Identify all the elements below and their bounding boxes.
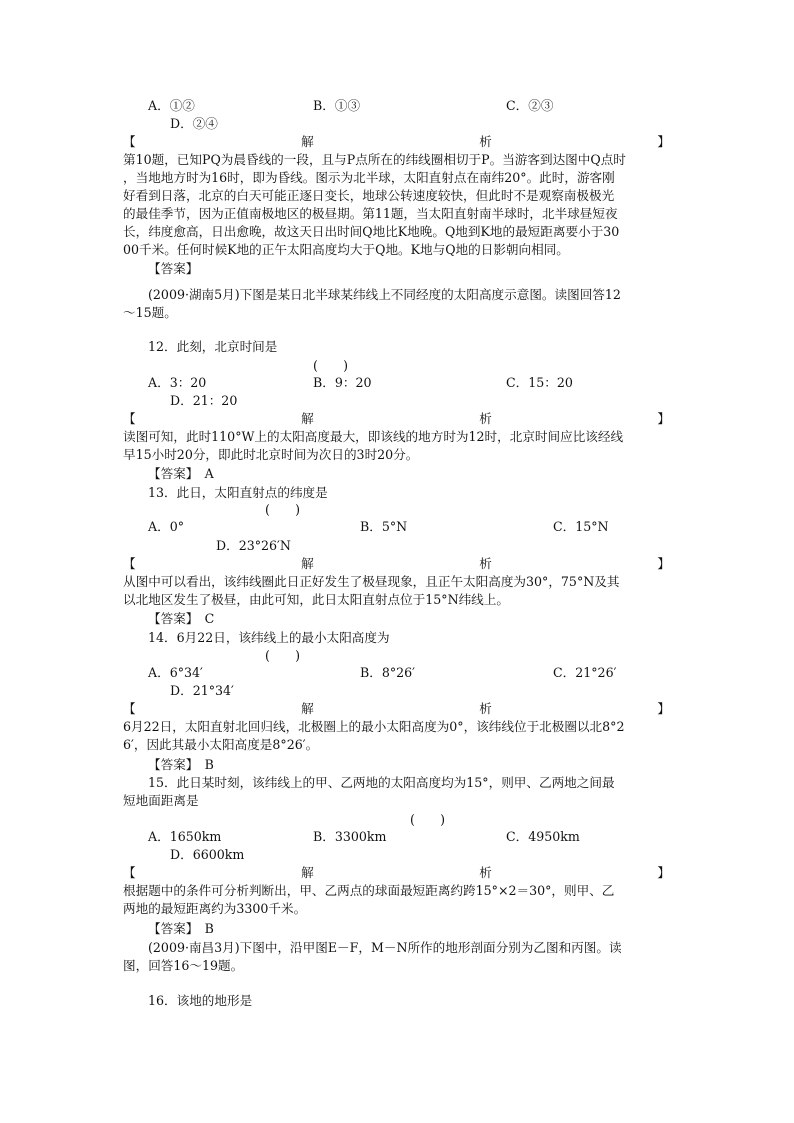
- analysis-line: 6月22日，太阳直射北回归线，北极圈上的最小太阳高度为0°，该纬线位于北极圈以北8°2: [123, 719, 625, 734]
- analysis-header: 【 解 析 】: [123, 556, 670, 571]
- section-intro: 图，回答16～19题。: [123, 958, 244, 973]
- analysis-line: 6′，因此其最小太阳高度是8°26′。: [123, 737, 319, 752]
- answer-label: 【答案】 A: [148, 466, 214, 481]
- analysis-line: 的最佳季节，因为正值南极地区的极昼期。第11题，当太阳直射南半球时，北半球昼短夜: [123, 206, 618, 221]
- analysis-header: 【 解 析 】: [123, 865, 670, 880]
- answer-paren: ( ): [313, 358, 349, 373]
- option-d: D．21：20: [170, 393, 238, 408]
- question-stem: 15．此日某时刻，该纬线上的甲、乙两地的太阳高度均为15°，则甲、乙两地之间最: [148, 775, 615, 790]
- option-b: B．9：20: [313, 375, 372, 390]
- question-stem: 12．此刻，北京时间是: [148, 339, 278, 354]
- answer-paren: ( ): [265, 502, 301, 517]
- option-a: A．①②: [148, 98, 195, 113]
- analysis-line: 早15小时20分，即此时北京时间为次日的3时20分。: [123, 447, 419, 462]
- analysis-line: 根据题中的条件可分析判断出，甲、乙两点的球面最短距离约跨15°×2＝30°，则甲、乙: [123, 883, 615, 898]
- answer-paren: ( ): [265, 648, 301, 663]
- section-intro: (2009·南昌3月)下图中，沿甲图E－F，M－N所作的地形剖面分别为乙图和丙图。读: [148, 940, 622, 955]
- analysis-line: 00千米。任何时候K地的正午太阳高度均大于Q地。K地与Q地的日影朝向相同。: [123, 242, 569, 257]
- option-d: D．21°34′: [170, 683, 234, 698]
- analysis-line: 读图可知，此时110°W上的太阳高度最大，即该线的地方时为12时，北京时间应比该经线: [123, 429, 624, 444]
- option-b: B．5°N: [360, 519, 408, 534]
- option-a: A．6°34′: [148, 665, 203, 680]
- option-b: B．3300km: [313, 829, 387, 844]
- question-stem: 16．该地的地形是: [148, 993, 253, 1008]
- analysis-line: ，当地地方时为16时，即为昏线。图示为北半球，太阳直射点在南纬20°。此时，游客刚: [123, 170, 615, 185]
- section-intro: ～15题。: [123, 305, 177, 320]
- analysis-header: 【 解 析 】: [123, 411, 670, 426]
- analysis-line: 好看到日落，北京的白天可能正逐日变长，地球公转速度较快，但此时不是观察南极极光: [123, 188, 615, 203]
- answer-label: 【答案】: [148, 261, 199, 276]
- analysis-line: 两地的最短距离约为3300千米。: [123, 901, 307, 916]
- analysis-line: 从图中可以看出，该纬线圈此日正好发生了极昼现象，且正午太阳高度为30°，75°N及其: [123, 574, 620, 589]
- question-stem: 13．此日，太阳直射点的纬度是: [148, 485, 328, 500]
- option-d: D．23°26′N: [216, 538, 291, 553]
- option-a: A．1650km: [148, 829, 222, 844]
- analysis-line: 长，纬度愈高，日出愈晚，故这天日出时间Q地比K地晚。Q地到K地的最短距离要小于30: [123, 224, 620, 239]
- option-c: C．4950km: [506, 829, 580, 844]
- analysis-header: 【 解 析 】: [123, 134, 670, 149]
- option-a: A．3：20: [148, 375, 207, 390]
- answer-label: 【答案】 C: [148, 611, 215, 626]
- option-a: A．0°: [148, 519, 184, 534]
- answer-label: 【答案】 B: [148, 757, 214, 772]
- question-stem: 14．6月22日，该纬线上的最小太阳高度为: [148, 630, 390, 645]
- analysis-line: 以北地区发生了极昼，由此可知，此日太阳直射点位于15°N纬线上。: [123, 592, 509, 607]
- option-b: B．①③: [313, 98, 361, 113]
- section-intro: (2009·湖南5月)下图是某日北半球某纬线上不同经度的太阳高度示意图。读图回答12: [148, 287, 621, 302]
- answer-paren: ( ): [410, 812, 446, 827]
- option-d: D．6600km: [170, 847, 245, 862]
- option-c: C．15°N: [553, 519, 609, 534]
- analysis-header: 【 解 析 】: [123, 701, 670, 716]
- option-c: C．②③: [506, 98, 554, 113]
- option-b: B．8°26′: [360, 665, 416, 680]
- answer-label: 【答案】 B: [148, 921, 214, 936]
- option-c: C．21°26′: [553, 665, 617, 680]
- analysis-line: 第10题，已知PQ为晨昏线的一段，且与P点所在的纬线圈相切于P。当游客到达图中Q点时: [123, 152, 626, 167]
- question-stem: 短地面距离是: [123, 793, 199, 808]
- option-c: C．15：20: [506, 375, 573, 390]
- option-d: D．②④: [170, 116, 218, 131]
